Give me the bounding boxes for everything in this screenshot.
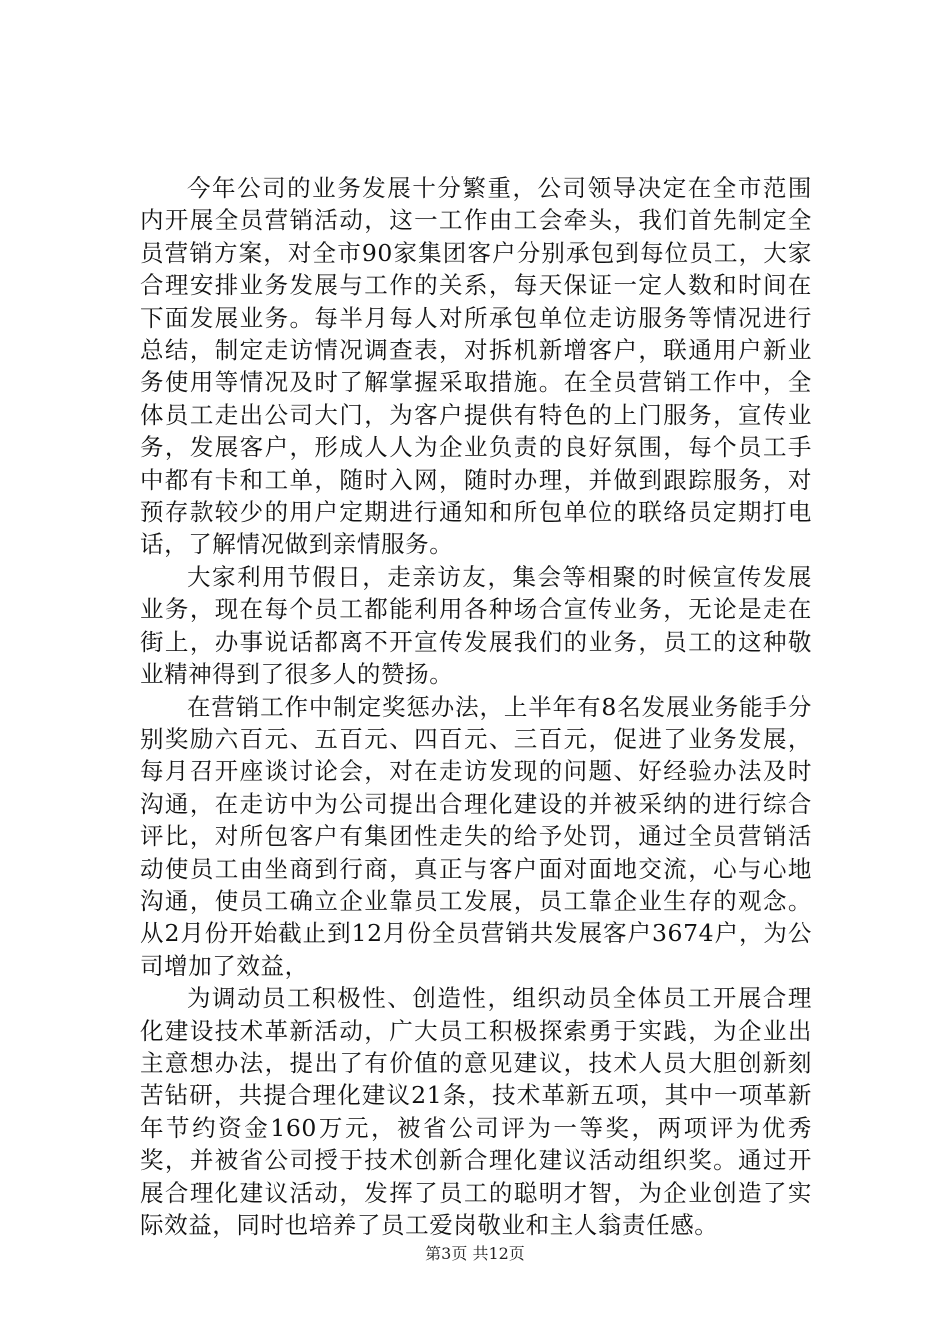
paragraph-3: 在营销工作中制定奖惩办法，上半年有8名发展业务能手分别奖励六百元、五百元、四百元、三百元，促进了业务发展，每月召开座谈讨论会，对在走访发现的问题、好经验办法及时沟通，在走访中为公司提出合理化建设的并被采纳的进行综合评比，对所包客户有集团性走失的给予处罚，通过全员营销活动使员工由坐商到行商，真正与客户面对面地交流，心与心地沟通，使员工确立企业靠员工发展，员工靠企业生存的观念。从2月份开始截止到12月份全员营销共发展客户3674户，为公司增加了效益， [140,692,812,980]
page-number-footer: 第3页 共12页 [425,1244,525,1263]
paragraph-2: 大家利用节假日，走亲访友，集会等相聚的时候宣传发展业务，现在每个员工都能利用各种场合宣传业务，无论是走在街上，办事说话都离不开宣传发展我们的业务，员工的这种敬业精神得到了很多人的赞扬。 [140,562,812,689]
paragraph-4: 为调动员工积极性、创造性，组织动员全体员工开展合理化建设技术革新活动，广大员工积极探索勇于实践，为企业出主意想办法，提出了有价值的意见建议，技术人员大胆创新刻苦钻研，共提合理化建议21条，技术革新五项，其中一项革新年节约资金160万元，被省公司评为一等奖，两项评为优秀奖，并被省公司授于技术创新合理化建议活动组织奖。通过开展合理化建议活动，发挥了员工的聪明才智，为企业创造了实际效益，同时也培养了员工爱岗敬业和主人翁责任感。 [140,984,812,1239]
document-body [140,172,812,1241]
paragraph-1: 今年公司的业务发展十分繁重，公司领导决定在全市范围内开展全员营销活动，这一工作由工会牵头，我们首先制定全员营销方案，对全市90家集团客户分别承包到每位员工，大家合理安排业务发展与工作的关系，每天保证一定人数和时间在下面发展业务。每半月每人对所承包单位走访服务等情况进行总结，制定走访情况调查表，对拆机新增客户，联通用户新业务使用等情况及时了解掌握采取措施。在全员营销工作中，全体员工走出公司大门，为客户提供有特色的上门服务，宣传业务，发展客户，形成人人为企业负责的良好氛围，每个员工手中都有卡和工单，随时入网，随时办理，并做到跟踪服务，对预存款较少的用户定期进行通知和所包单位的联络员定期打电话，了解情况做到亲情服务。 [140,174,812,559]
